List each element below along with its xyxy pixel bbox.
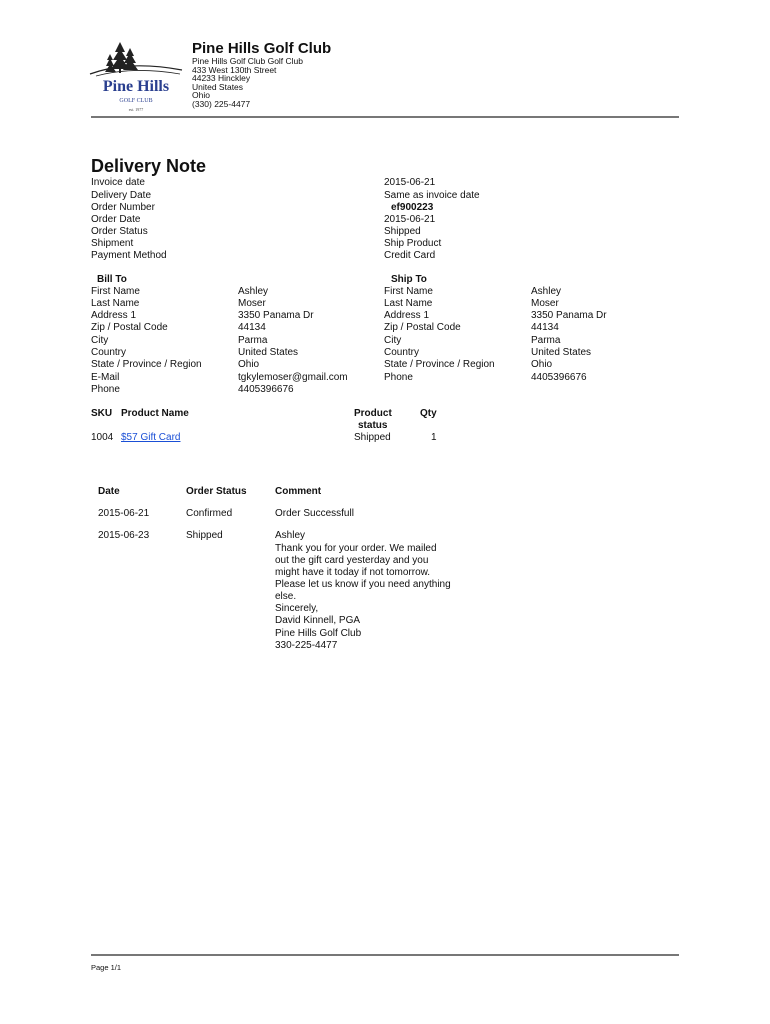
bill-value: 44134 [238, 322, 266, 333]
detail-label: Invoice date [91, 177, 145, 188]
bill-value: United States [238, 347, 299, 358]
col-header-product-status: Product [354, 408, 392, 419]
history-comment-line: out the gift card yesterday and you [275, 554, 429, 566]
order-number: ef900223 [391, 201, 434, 213]
detail-value: Same as invoice date [384, 189, 480, 201]
document-title: Delivery Note [91, 156, 207, 176]
product-status: Shipped [354, 432, 391, 443]
product-name-link[interactable]: $57 Gift Card [121, 432, 181, 443]
bill-label: First Name [91, 286, 140, 297]
address-line: 44233 Hinckley [192, 73, 251, 84]
history-header-comment: Comment [275, 486, 322, 497]
ship-value: 4405396676 [531, 371, 587, 383]
ship-value: United States [531, 347, 592, 358]
history-comment-line: Please let us know if you need anything [275, 578, 451, 590]
bill-label: State / Province / Region [91, 359, 202, 370]
history-comment-line: David Kinnell, PGA [275, 615, 361, 626]
history-status: Shipped [186, 530, 223, 541]
bill-value: Parma [238, 335, 268, 346]
product-qty: 1 [431, 432, 437, 443]
bill-value: Ohio [238, 359, 260, 370]
ship-value: Parma [531, 335, 561, 346]
ship-label: First Name [384, 286, 433, 297]
bill-value: 4405396676 [238, 383, 294, 395]
address-line: 433 West 130th Street [192, 64, 277, 75]
club-address [192, 57, 303, 109]
ship-label: State / Province / Region [384, 359, 495, 370]
ship-label: Zip / Postal Code [384, 322, 461, 333]
bill-label: E-Mail [91, 371, 120, 383]
history-status: Confirmed [186, 508, 233, 519]
history-date: 2015-06-21 [98, 508, 150, 519]
address-line: Pine Hills Golf Club Golf Club [192, 56, 304, 66]
ship-value: Ashley [531, 286, 562, 297]
history-comment-line: 330-225-4477 [275, 639, 338, 651]
ship-value: Ohio [531, 359, 553, 370]
history-comment-line: might have it today if not tomorrow. [275, 566, 431, 578]
ship-label: Address 1 [384, 310, 430, 321]
history-header-date: Date [98, 486, 120, 497]
logo-sub-text: GOLF CLUB [119, 98, 153, 104]
page-number: Page 1/1 [91, 963, 122, 972]
detail-value: Ship Product [384, 237, 442, 249]
bill-label: Last Name [91, 298, 140, 309]
ship-value: 44134 [531, 322, 559, 333]
club-name: Pine Hills Golf Club [192, 40, 332, 57]
ship-label: City [384, 335, 402, 346]
address-line: Ohio [192, 90, 210, 101]
bill-value: Ashley [238, 286, 269, 297]
col-header-sku: SKU [91, 408, 113, 419]
history-comment-line: Ashley [275, 530, 306, 541]
bill-label: Phone [91, 383, 120, 395]
detail-label: Shipment [91, 237, 134, 249]
bill-label: Zip / Postal Code [91, 322, 168, 333]
bill-label: Address 1 [91, 310, 137, 321]
ship-to-heading: Ship To [391, 274, 427, 285]
col-header-product-name: Product Name [121, 408, 189, 419]
detail-label: Order Number [91, 201, 155, 213]
history-header-status: Order Status [186, 486, 247, 497]
product-sku: 1004 [91, 432, 114, 443]
bill-email: tgkylemoser@gmail.com [238, 371, 348, 383]
bill-value: Moser [238, 298, 266, 309]
bill-value: 3350 Panama Dr [238, 310, 314, 321]
ship-label: Country [384, 347, 420, 358]
club-logo [88, 38, 184, 116]
col-header-qty: Qty [420, 408, 437, 419]
detail-label: Payment Method [91, 249, 167, 261]
detail-value: 2015-06-21 [384, 213, 436, 225]
history-comment-line: Order Successfull [275, 508, 354, 519]
col-header-product-status-2: status [358, 420, 388, 431]
detail-label: Order Date [91, 213, 141, 225]
footer-divider [91, 954, 679, 956]
history-comment-line: Thank you for your order. We mailed [275, 542, 437, 554]
ship-value: Moser [531, 298, 559, 309]
history-comment-line: else. [275, 591, 297, 602]
detail-value: Credit Card [384, 249, 436, 261]
detail-label: Delivery Date [91, 189, 152, 201]
history-date: 2015-06-23 [98, 530, 150, 541]
ship-label: Phone [384, 371, 413, 383]
address-line: (330) 225-4477 [192, 98, 251, 109]
history-comment-line: Pine Hills Golf Club [275, 627, 362, 639]
ship-label: Last Name [384, 298, 433, 309]
detail-value: Shipped [384, 225, 421, 237]
logo-est-text: est. 1977 [128, 107, 144, 112]
header-divider [91, 116, 679, 118]
address-line: United States [192, 81, 244, 92]
ship-value: 3350 Panama Dr [531, 310, 607, 321]
bill-to-heading: Bill To [97, 274, 127, 285]
logo-main-text: Pine Hills [102, 78, 170, 95]
detail-label: Order Status [91, 225, 148, 237]
history-comment-line: Sincerely, [275, 603, 319, 614]
detail-value: 2015-06-21 [384, 177, 436, 188]
bill-label: Country [91, 347, 127, 358]
bill-label: City [91, 335, 109, 346]
